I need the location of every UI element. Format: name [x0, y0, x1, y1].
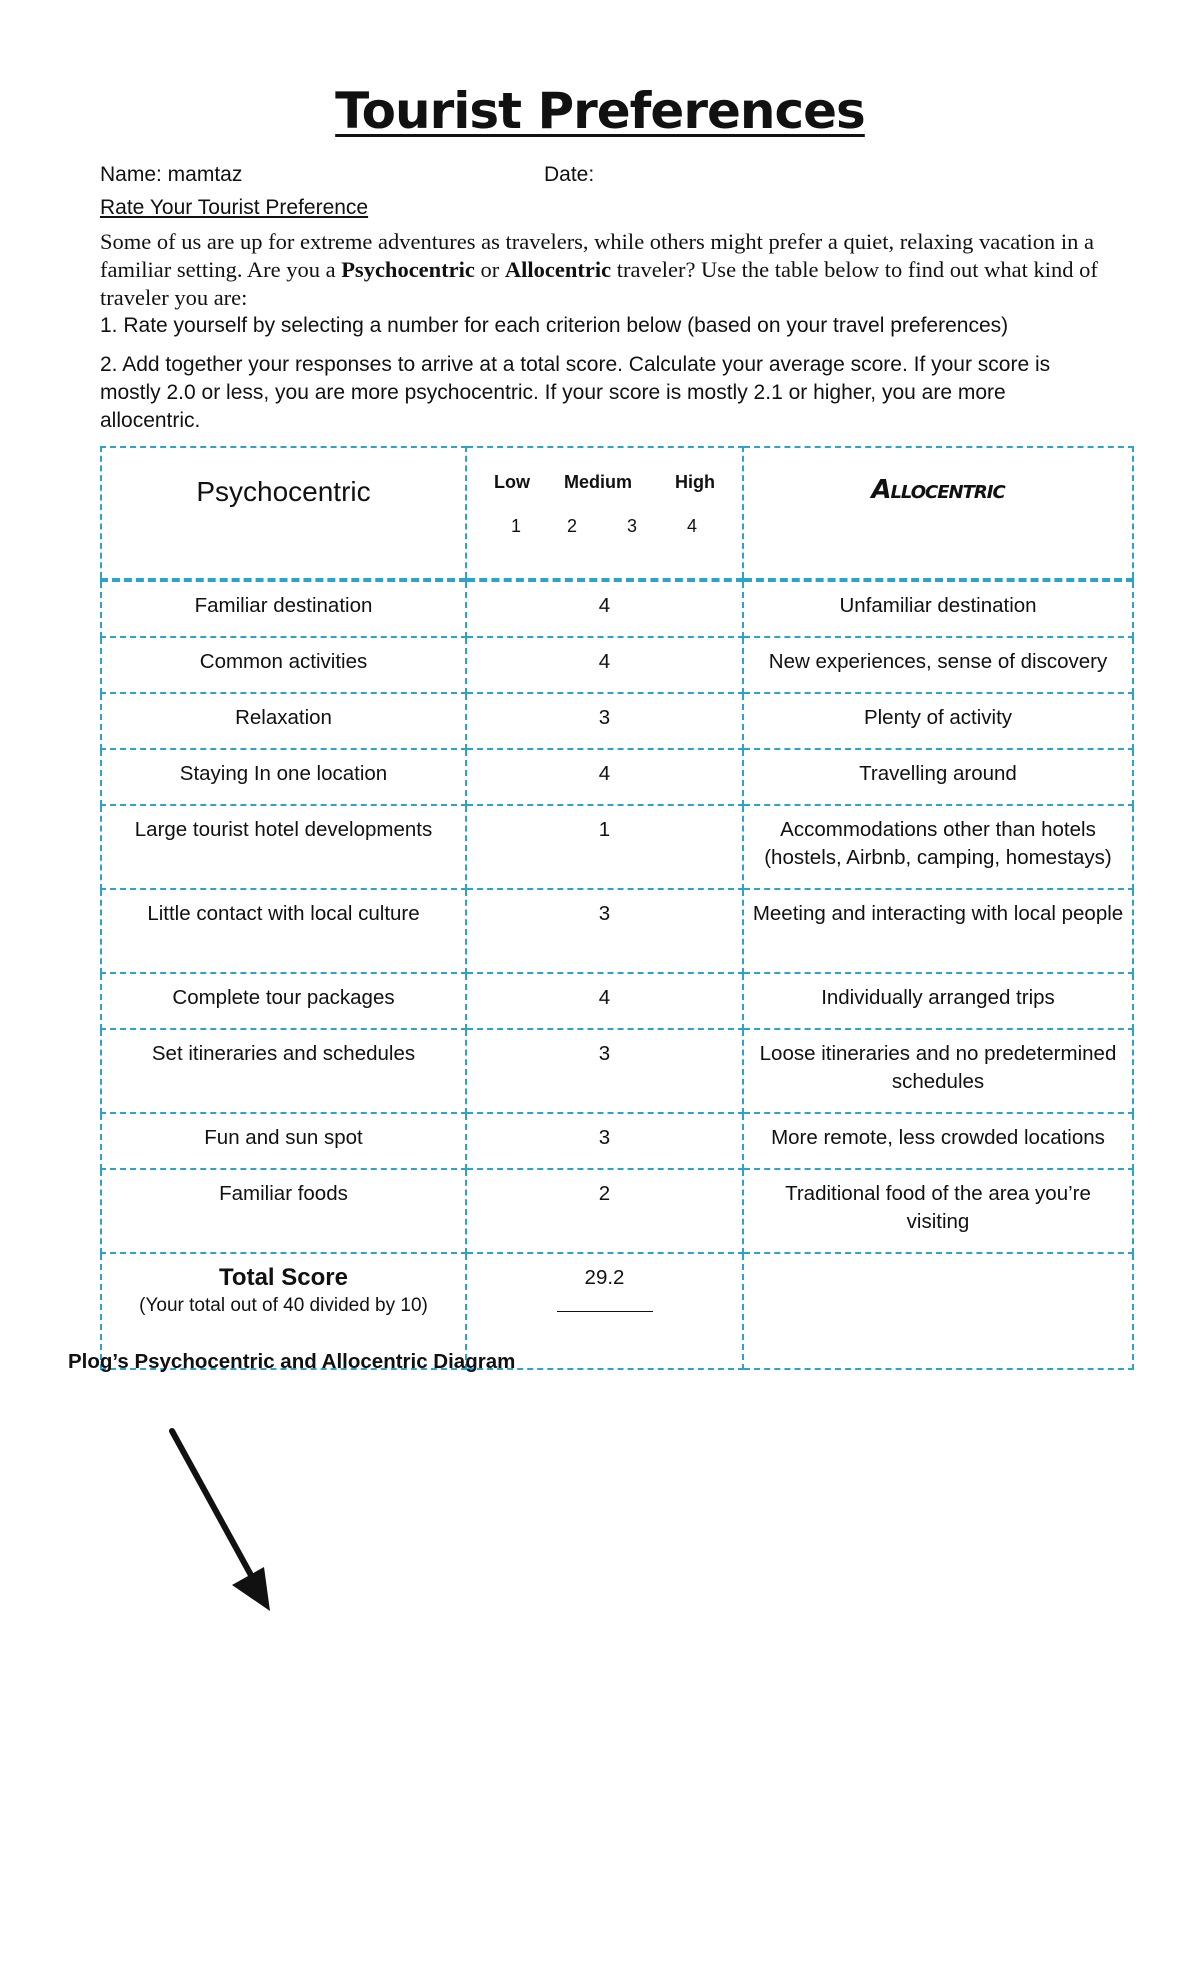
rating-score[interactable]: 3 — [466, 1113, 743, 1169]
psychocentric-criterion: Common activities — [101, 637, 466, 693]
allocentric-header: Allocentric — [743, 447, 1133, 580]
total-score-label: Total Score — [219, 1264, 348, 1291]
psychocentric-header: Psychocentric — [101, 447, 466, 580]
arrow-down-right-icon — [160, 1425, 280, 1625]
psychocentric-criterion: Set itineraries and schedules — [101, 1029, 466, 1113]
allocentric-criterion: Travelling around — [743, 749, 1133, 805]
total-empty-cell — [743, 1253, 1133, 1369]
rating-score[interactable]: 3 — [466, 1029, 743, 1113]
rating-score[interactable]: 4 — [466, 973, 743, 1029]
table-row — [101, 1113, 1133, 1169]
scale-number-2: 2 — [567, 516, 578, 536]
name-line: Name: mamtaz — [100, 163, 243, 186]
intro-paragraph — [100, 228, 1100, 312]
rating-score[interactable]: 3 — [466, 889, 743, 973]
psychocentric-criterion: Relaxation — [101, 693, 466, 749]
rating-score[interactable]: 2 — [466, 1169, 743, 1253]
intro-part1: Some of us are up for extreme adventures as travelers, while others might prefer a quiet, relaxing vacation in a familiar setting. Are you a — [100, 229, 1095, 282]
table-row — [101, 1029, 1133, 1113]
scale-number-3: 3 — [627, 516, 638, 536]
section-subheading: Rate Your Tourist Preference — [100, 196, 369, 219]
rating-score[interactable]: 3 — [466, 693, 743, 749]
rating-score[interactable]: 1 — [466, 805, 743, 889]
table-row — [101, 749, 1133, 805]
rating-scale — [467, 448, 742, 548]
total-score-value: 29.2 — [584, 1266, 625, 1289]
table-row — [101, 637, 1133, 693]
scale-high-label: High — [675, 472, 715, 492]
psychocentric-criterion: Familiar foods — [101, 1169, 466, 1253]
allocentric-criterion: Unfamiliar destination — [743, 580, 1133, 637]
rating-scale-header — [466, 447, 743, 580]
diagram-title: Plog’s Psychocentric and Allocentric Diagram — [68, 1350, 516, 1373]
psychocentric-criterion: Little contact with local culture — [101, 889, 466, 973]
scale-low-label: Low — [494, 472, 530, 492]
total-score-instruction: (Your total out of 40 divided by 10) — [139, 1295, 428, 1316]
psychocentric-criterion: Complete tour packages — [101, 973, 466, 1029]
allocentric-criterion: Plenty of activity — [743, 693, 1133, 749]
table-row — [101, 580, 1133, 637]
allocentric-criterion: Individually arranged trips — [743, 973, 1133, 1029]
psychocentric-criterion: Fun and sun spot — [101, 1113, 466, 1169]
psychocentric-criterion: Familiar destination — [101, 580, 466, 637]
intro-part2: traveler? Use the table below to find out what kind of traveler you are: — [100, 257, 1098, 310]
table-row — [101, 973, 1133, 1029]
rating-score[interactable]: 4 — [466, 637, 743, 693]
table-row — [101, 1169, 1133, 1253]
instruction-step-2: 2. Add together your responses to arrive at a total score. Calculate your average score. If your score is mostly 2.0 or less, you are more psychocentric. If your score is mostly 2.1 or higher, you are more allocentric. — [100, 353, 1051, 432]
total-score-blank-line — [557, 1311, 653, 1312]
rating-score[interactable]: 4 — [466, 580, 743, 637]
page-title: Tourist Preferences — [335, 82, 865, 140]
scale-medium-label: Medium — [564, 472, 633, 492]
scale-number-1: 1 — [511, 516, 522, 536]
table-row — [101, 805, 1133, 889]
date-line: Date: — [544, 163, 595, 186]
scale-number-4: 4 — [687, 516, 698, 536]
allocentric-criterion: More remote, less crowded locations — [743, 1113, 1133, 1169]
psychocentric-criterion: Large tourist hotel developments — [101, 805, 466, 889]
instruction-step-1: 1. Rate yourself by selecting a number for each criterion below (based on your travel preferences) — [100, 314, 1009, 337]
psychocentric-criterion: Staying In one location — [101, 749, 466, 805]
table-header-row — [101, 447, 1133, 580]
allocentric-criterion: New experiences, sense of discovery — [743, 637, 1133, 693]
table-row — [101, 889, 1133, 973]
intro-psychocentric: Psychocentric — [341, 257, 475, 282]
rating-score[interactable]: 4 — [466, 749, 743, 805]
allocentric-criterion: Accommodations other than hotels (hostels, Airbnb, camping, homestays) — [743, 805, 1133, 889]
allocentric-criterion: Loose itineraries and no predetermined schedules — [743, 1029, 1133, 1113]
intro-allocentric: Allocentric — [504, 257, 612, 282]
intro-or: or — [474, 257, 505, 282]
table-row — [101, 693, 1133, 749]
allocentric-criterion: Meeting and interacting with local people — [743, 889, 1133, 973]
preference-table — [100, 446, 1134, 1370]
allocentric-criterion: Traditional food of the area you’re visiting — [743, 1169, 1133, 1253]
